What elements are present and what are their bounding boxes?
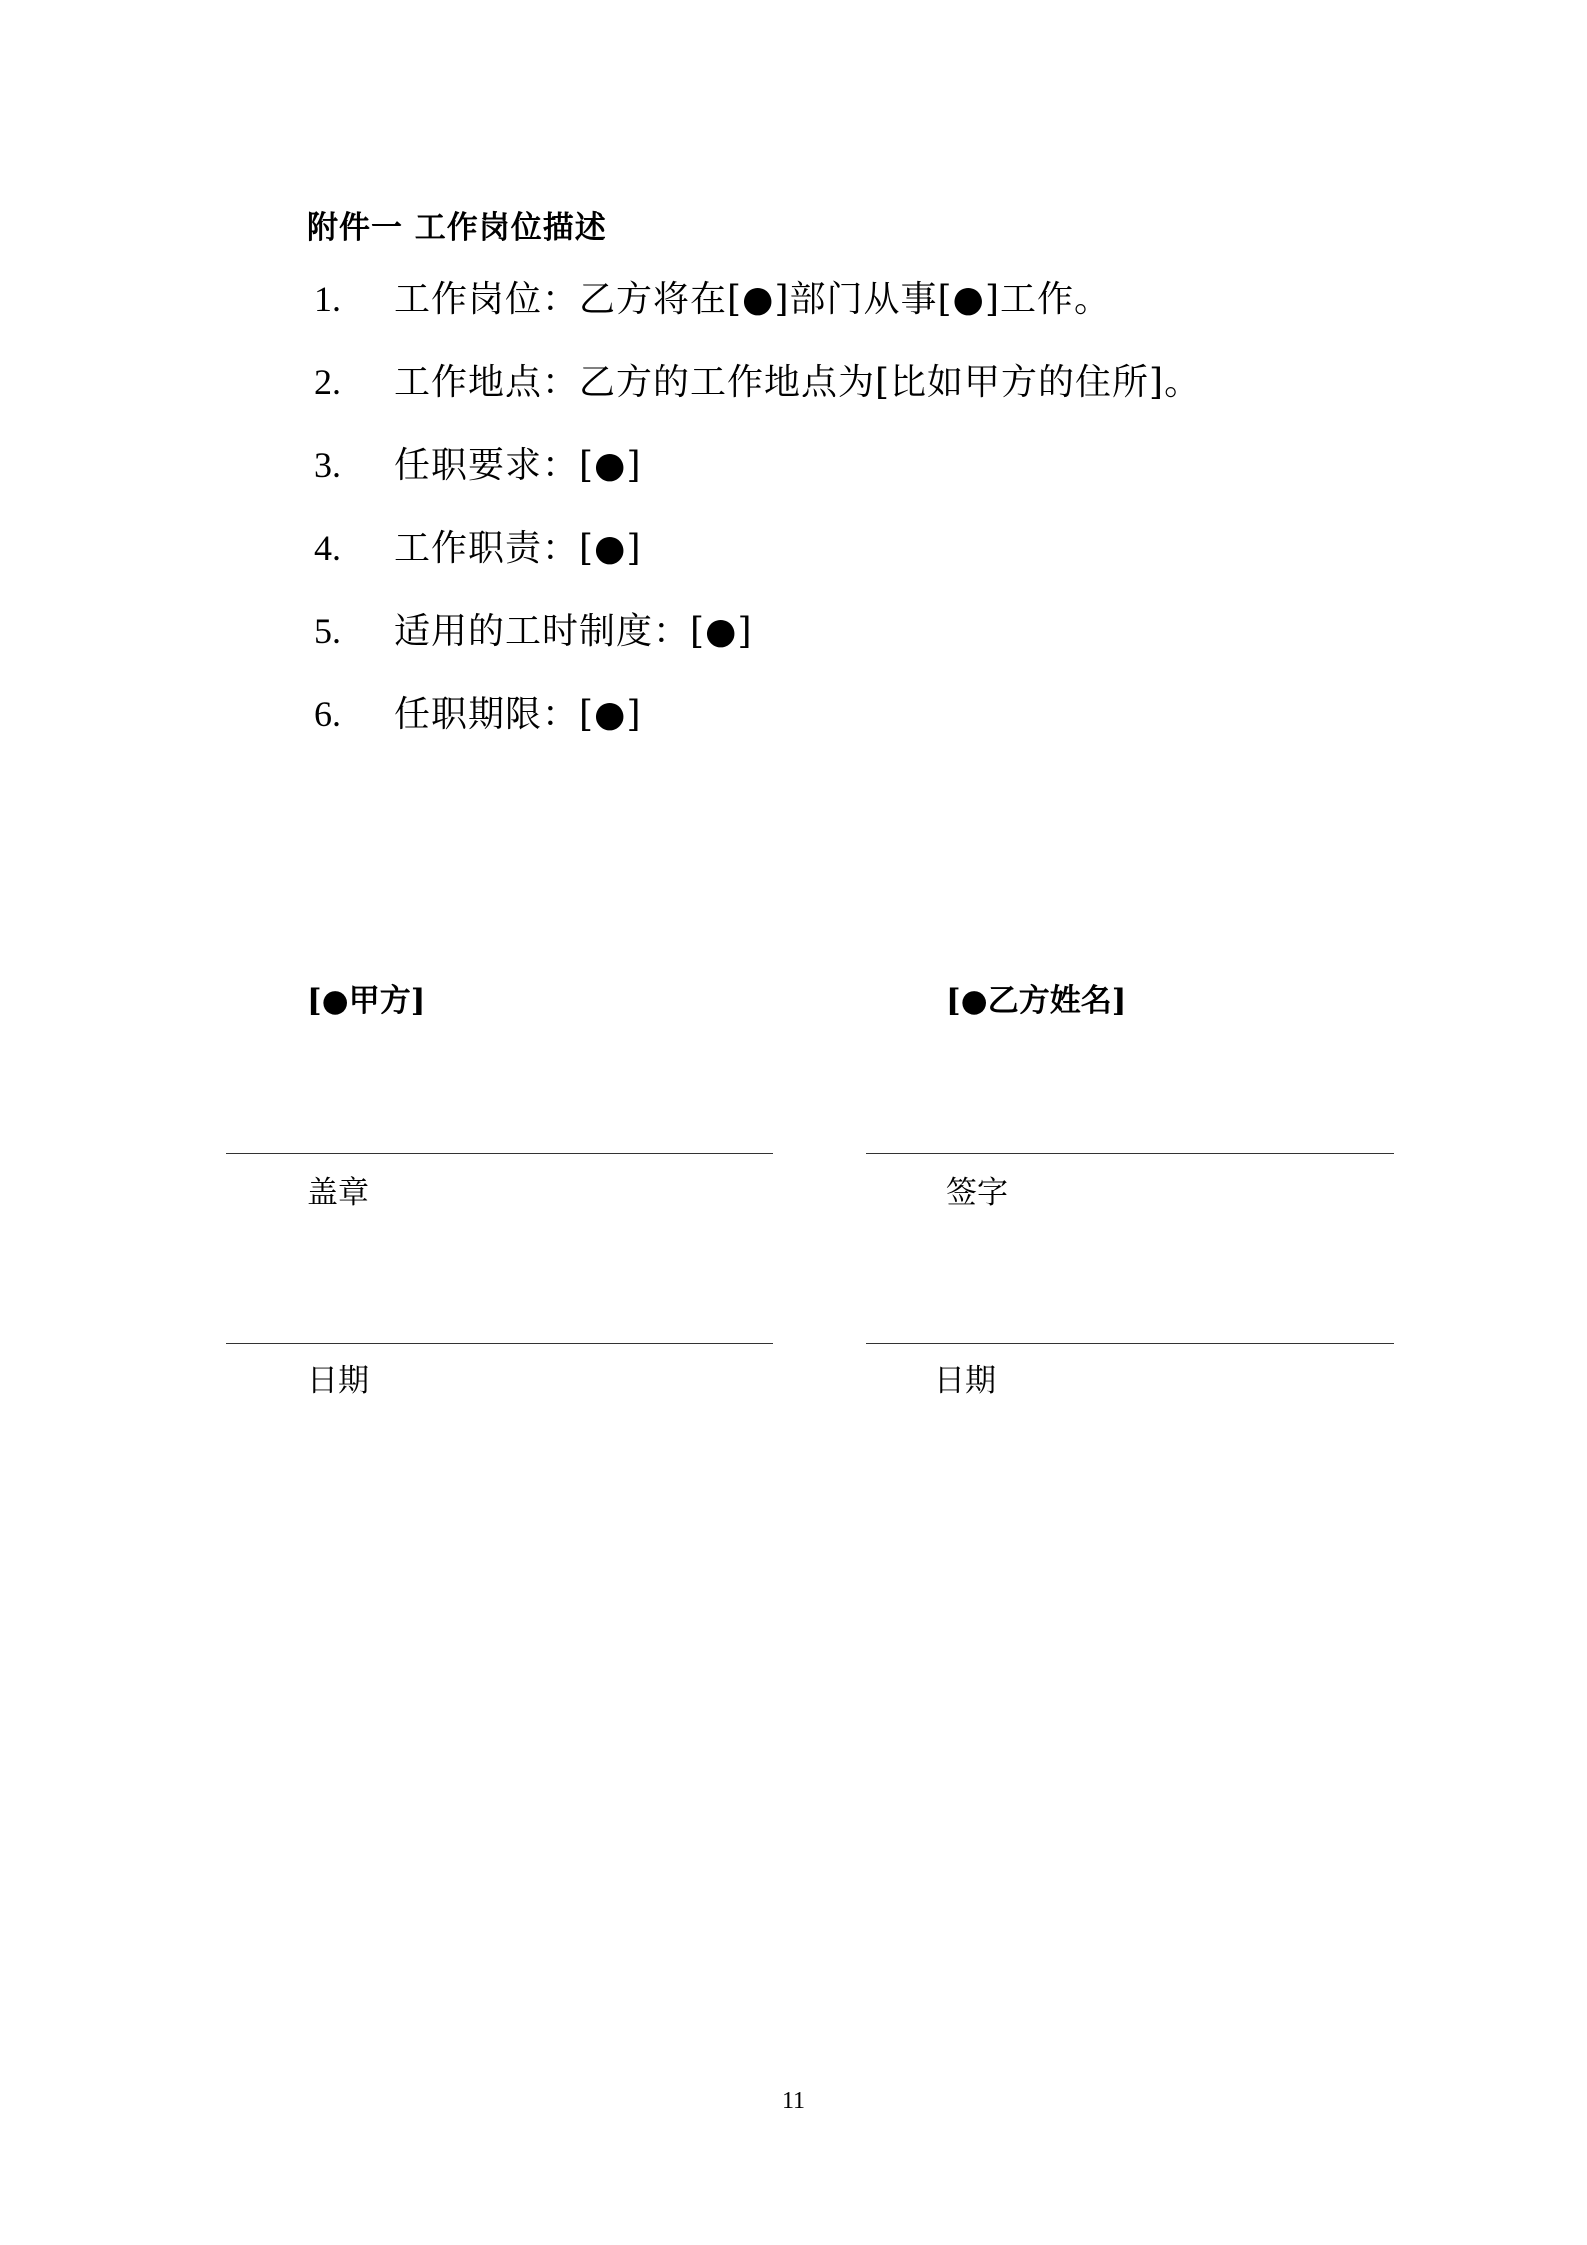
party-b-date-label: 日期 [934,1363,996,1399]
party-a-seal-line[interactable] [226,1153,773,1154]
item-text: 工作岗位：乙方将在[●]部门从事[●]工作。 [394,279,1112,320]
list-item [314,606,753,656]
page-number: 11 [781,2088,806,2114]
list-item [314,689,642,739]
party-a-seal-label: 盖章 [307,1175,369,1211]
item-number: 3. [314,445,341,485]
list-item [314,357,1201,407]
party-b-sign-line[interactable] [866,1153,1394,1154]
item-number: 5. [314,611,341,651]
annex-heading: 附件一 工作岗位描述 [307,210,607,246]
item-text: 工作职责：[●] [394,528,642,569]
item-text: 适用的工时制度：[●] [394,611,753,652]
party-b-sign-label: 签字 [946,1175,1008,1211]
item-number: 2. [314,362,341,402]
party-a-name: [●甲方] [307,983,426,1019]
list-item [314,274,1111,324]
item-text: 任职期限：[●] [394,694,642,735]
item-text: 任职要求：[●] [394,445,642,486]
party-a-date-label: 日期 [307,1363,369,1399]
item-number: 4. [314,528,341,568]
item-text: 工作地点：乙方的工作地点为[比如甲方的住所]。 [394,362,1202,403]
party-b-name: [●乙方姓名] [946,983,1127,1019]
list-item [314,440,642,490]
party-b-date-line[interactable] [866,1343,1394,1344]
item-number: 6. [314,694,341,734]
item-number: 1. [314,279,341,319]
party-a-date-line[interactable] [226,1343,773,1344]
list-item [314,523,642,573]
